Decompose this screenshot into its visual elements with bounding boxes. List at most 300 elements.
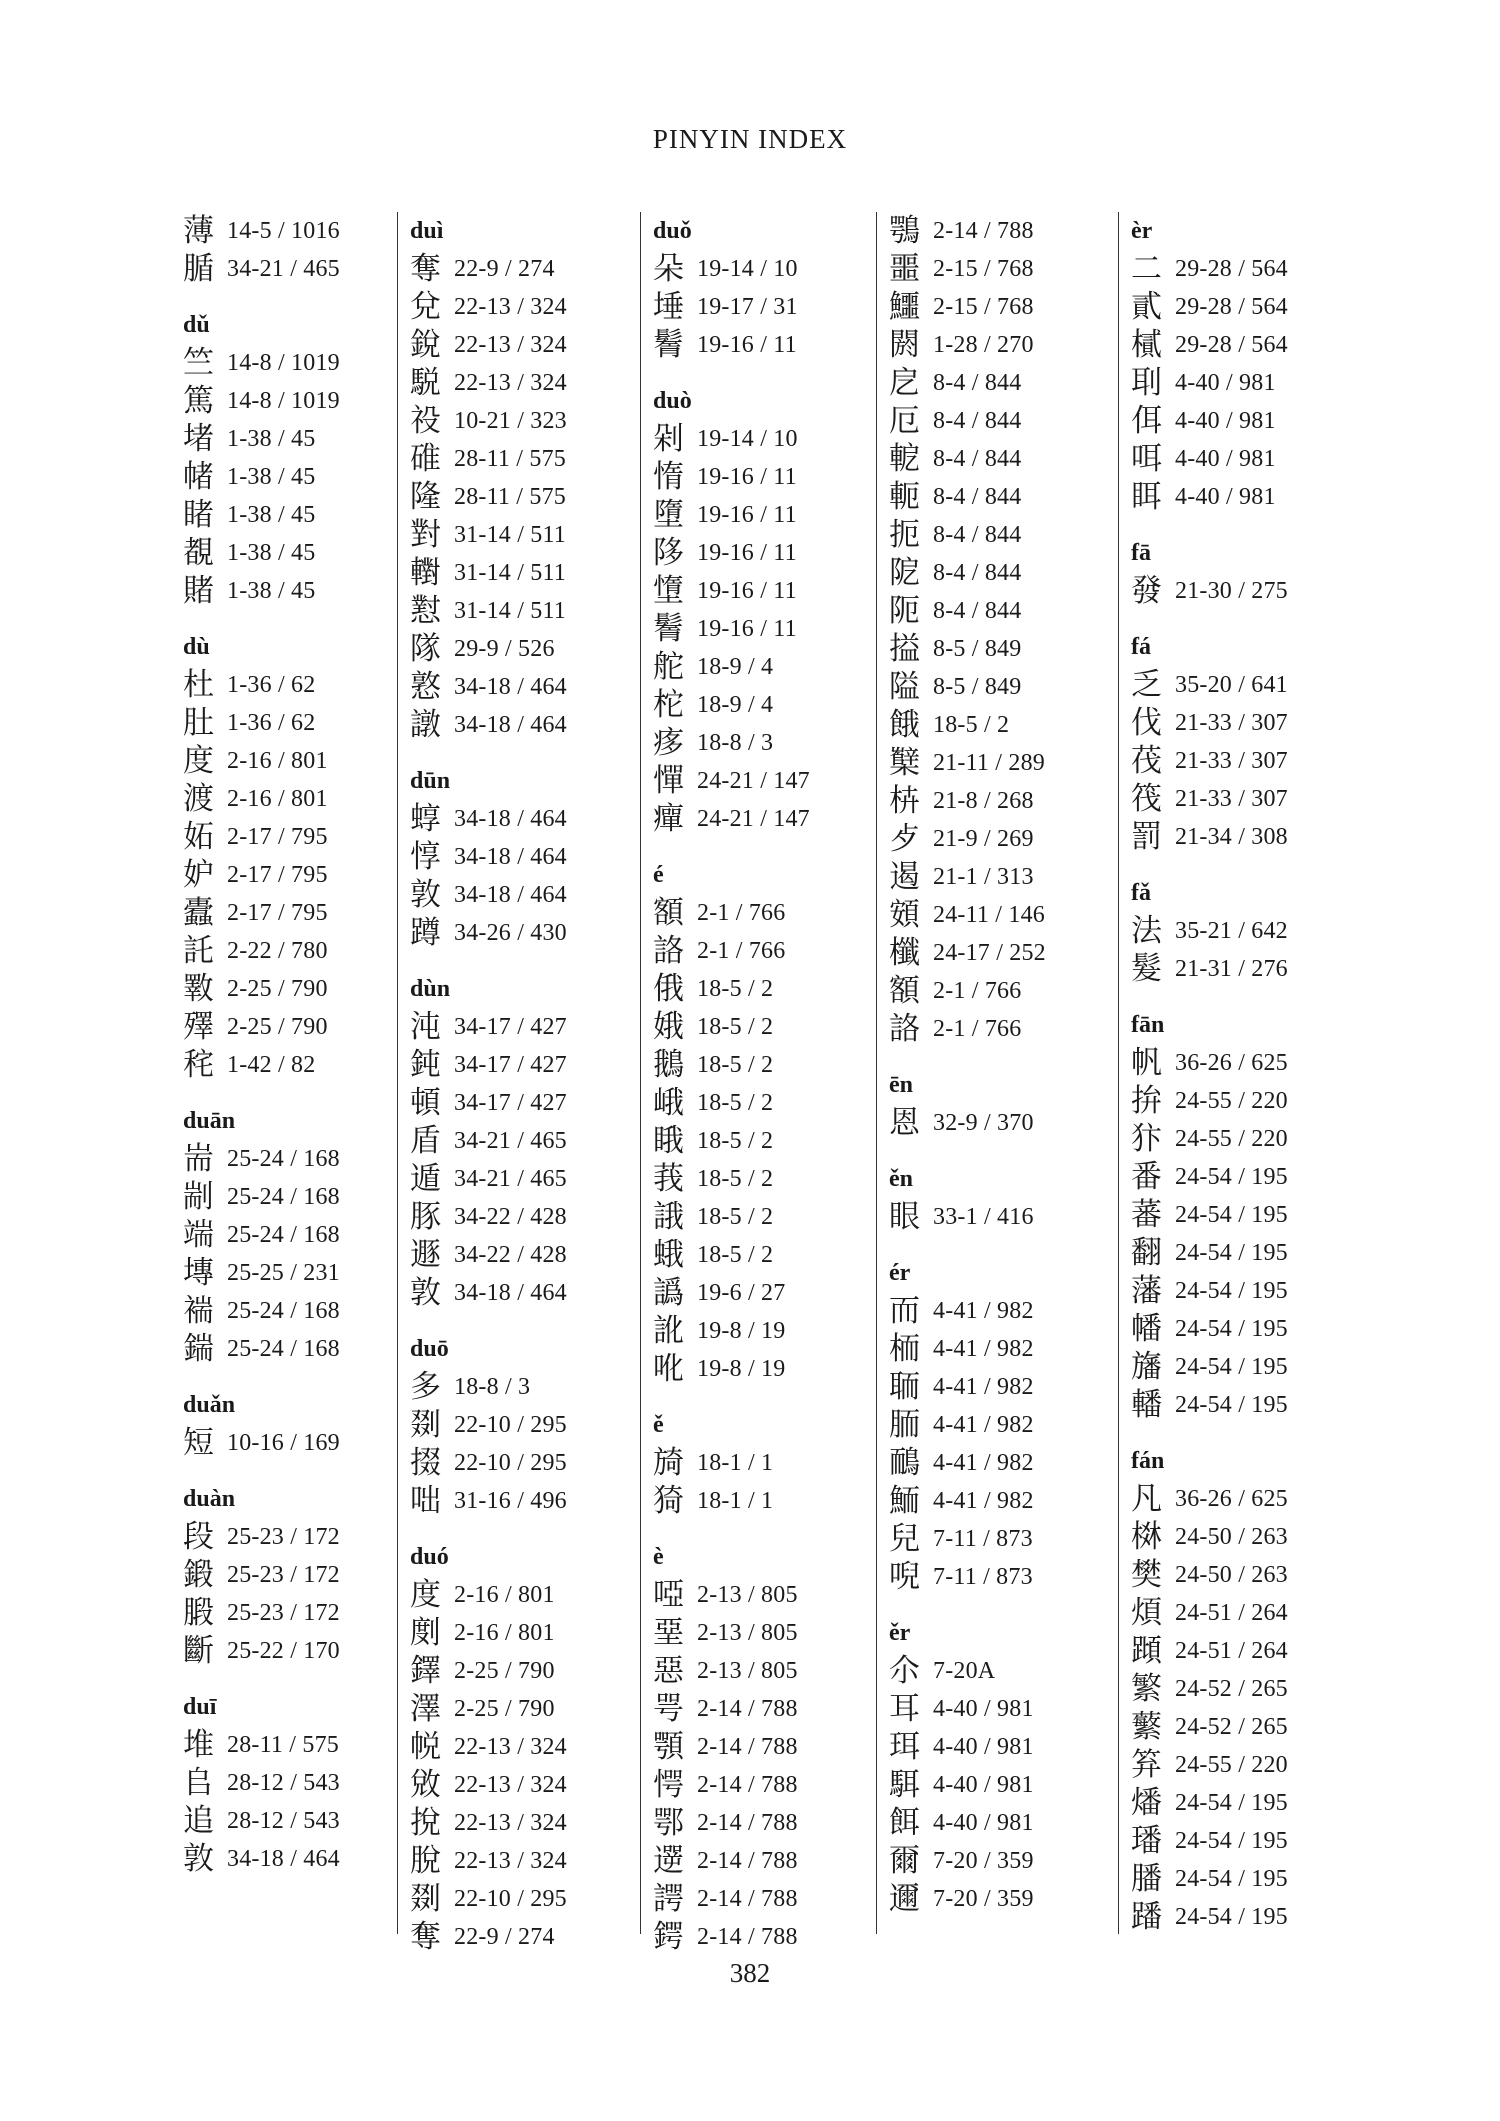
reference: 24-51 / 264	[1175, 1600, 1288, 1626]
character: 拚	[1131, 1083, 1162, 1119]
character: 燔	[1131, 1785, 1162, 1821]
character: 鵝	[653, 1047, 684, 1083]
character: 阸	[889, 555, 920, 591]
index-entry	[653, 724, 875, 762]
character: 𠂤	[183, 1765, 214, 1801]
reference: 2-14 / 788	[697, 1772, 798, 1798]
section-gap	[889, 1142, 1111, 1160]
index-entry	[1131, 288, 1353, 326]
pinyin-heading: duàn	[183, 1486, 236, 1512]
character: 惰	[653, 459, 684, 495]
index-entry	[1131, 818, 1353, 856]
section-gap	[410, 1312, 632, 1330]
character: 凡	[1131, 1481, 1162, 1517]
character: 段	[183, 1519, 214, 1555]
section-gap	[1131, 856, 1353, 874]
reference: 19-8 / 19	[697, 1318, 786, 1344]
reference: 34-21 / 465	[454, 1166, 567, 1192]
character: 胹	[889, 1407, 920, 1443]
character: 祋	[410, 403, 441, 439]
reference: 21-8 / 268	[933, 788, 1034, 814]
reference: 18-9 / 4	[697, 692, 774, 718]
character: 吪	[653, 1351, 684, 1387]
index-entry	[1131, 1518, 1353, 1556]
index-entry	[1131, 1898, 1353, 1936]
index-entry	[889, 1444, 1111, 1482]
index-column-4	[876, 212, 1111, 1934]
reference: 25-24 / 168	[227, 1222, 340, 1248]
character: 妒	[183, 857, 214, 893]
pinyin-heading: è	[653, 1544, 664, 1570]
character: 繁	[1131, 1671, 1162, 1707]
character: 篤	[183, 383, 214, 419]
reference: 29-28 / 564	[1175, 332, 1288, 358]
reference: 4-41 / 982	[933, 1298, 1034, 1324]
reference: 2-14 / 788	[697, 1924, 798, 1950]
pinyin-heading: fá	[1131, 634, 1151, 660]
reference: 24-54 / 195	[1175, 1866, 1288, 1892]
character: 枿	[889, 783, 920, 819]
index-entry	[1131, 1708, 1353, 1746]
character: 閼	[889, 327, 920, 363]
character: 鈍	[410, 1047, 441, 1083]
character: 軶	[889, 441, 920, 477]
reference: 8-5 / 849	[933, 674, 1022, 700]
index-entry	[183, 894, 383, 932]
index-entry	[653, 458, 875, 496]
index-entry	[653, 1236, 875, 1274]
reference: 2-14 / 788	[933, 218, 1034, 244]
index-entry	[653, 1046, 875, 1084]
character: 蛾	[653, 1237, 684, 1273]
index-entry	[183, 1518, 383, 1556]
index-entry	[183, 1046, 383, 1084]
index-entry	[653, 288, 875, 326]
reference: 22-13 / 324	[454, 1810, 567, 1836]
reference: 25-23 / 172	[227, 1562, 340, 1588]
reference: 34-18 / 464	[454, 712, 567, 738]
character: 鍔	[653, 1919, 684, 1955]
reference: 7-20 / 359	[933, 1848, 1034, 1874]
section-gap	[183, 610, 383, 628]
reference: 2-14 / 788	[697, 1886, 798, 1912]
section-gap	[183, 1368, 383, 1386]
index-column-2	[397, 212, 632, 1955]
index-entry	[183, 496, 383, 534]
reference: 22-13 / 324	[454, 1734, 567, 1760]
index-entry	[653, 420, 875, 458]
pinyin-heading: dùn	[410, 976, 451, 1002]
reference: 22-10 / 295	[454, 1886, 567, 1912]
character: 鬌	[653, 611, 684, 647]
reference: 22-9 / 274	[454, 1924, 555, 1950]
reference: 22-13 / 324	[454, 294, 567, 320]
character: 詻	[653, 933, 684, 969]
reference: 34-26 / 430	[454, 920, 567, 946]
index-entry	[889, 288, 1111, 326]
character: 託	[183, 933, 214, 969]
character: 諤	[653, 1881, 684, 1917]
character: 聏	[889, 1369, 920, 1405]
index-entry	[653, 1350, 875, 1388]
index-entry	[1131, 250, 1353, 288]
character: 番	[1131, 1159, 1162, 1195]
index-entry	[410, 876, 632, 914]
character: 鬌	[653, 327, 684, 363]
index-entry	[889, 1198, 1111, 1236]
index-entry	[410, 1046, 632, 1084]
reference: 32-9 / 370	[933, 1110, 1034, 1136]
index-entry	[410, 364, 632, 402]
character: 殬	[183, 1009, 214, 1045]
reference: 24-54 / 195	[1175, 1904, 1288, 1930]
reference: 18-8 / 3	[697, 730, 774, 756]
reference: 8-4 / 844	[933, 522, 1022, 548]
character: 幡	[1131, 1311, 1162, 1347]
index-entry	[1131, 440, 1353, 478]
reference: 34-18 / 464	[454, 806, 567, 832]
index-entry	[183, 344, 383, 382]
character: 頓	[410, 1085, 441, 1121]
index-entry	[653, 1576, 875, 1614]
character: 遏	[889, 859, 920, 895]
character: 法	[1131, 913, 1162, 949]
reference: 4-40 / 981	[1175, 408, 1276, 434]
reference: 18-8 / 3	[454, 1374, 531, 1400]
reference: 22-10 / 295	[454, 1412, 567, 1438]
index-entry	[183, 780, 383, 818]
index-entry	[410, 1008, 632, 1046]
character: 笲	[1131, 1747, 1162, 1783]
reference: 24-21 / 147	[697, 768, 810, 794]
index-entry	[1131, 1158, 1353, 1196]
index-entry	[410, 1652, 632, 1690]
pinyin-heading: duò	[653, 388, 692, 414]
reference: 22-13 / 324	[454, 1772, 567, 1798]
reference: 18-9 / 4	[697, 654, 774, 680]
character: 耳	[889, 1691, 920, 1727]
character: 兌	[410, 289, 441, 325]
index-entry	[653, 496, 875, 534]
index-entry	[889, 1520, 1111, 1558]
index-entry	[410, 288, 632, 326]
reference: 24-55 / 220	[1175, 1126, 1288, 1152]
index-entry	[889, 820, 1111, 858]
character: 對	[410, 517, 441, 553]
character: 轛	[410, 555, 441, 591]
reference: 21-30 / 275	[1175, 578, 1288, 604]
character: 剫	[410, 1615, 441, 1651]
reference: 2-14 / 788	[697, 1848, 798, 1874]
index-entry	[410, 402, 632, 440]
character: 薄	[183, 213, 214, 249]
index-entry	[183, 1726, 383, 1764]
index-entry	[183, 704, 383, 742]
index-entry	[183, 1840, 383, 1878]
index-entry	[1131, 1120, 1353, 1158]
character: 癉	[653, 801, 684, 837]
character: 珥	[889, 1729, 920, 1765]
index-entry	[889, 364, 1111, 402]
index-entry	[410, 516, 632, 554]
character: 睹	[183, 497, 214, 533]
reference: 22-13 / 324	[454, 1848, 567, 1874]
character: 伐	[1131, 705, 1162, 741]
index-entry	[410, 1918, 632, 1956]
reference: 31-14 / 511	[454, 560, 566, 586]
character: 斷	[183, 1633, 214, 1669]
character: 恩	[889, 1105, 920, 1141]
reference: 28-12 / 543	[227, 1770, 340, 1796]
character: 堵	[183, 421, 214, 457]
reference: 4-40 / 981	[933, 1810, 1034, 1836]
reference: 2-16 / 801	[454, 1620, 555, 1646]
index-entry	[653, 1482, 875, 1520]
character: 邇	[889, 1881, 920, 1917]
character: 遻	[653, 1843, 684, 1879]
character: 爾	[889, 1843, 920, 1879]
character: 而	[889, 1293, 920, 1329]
character: 剟	[410, 1407, 441, 1443]
pinyin-heading: duǒ	[653, 218, 692, 244]
character: 厄	[889, 403, 920, 439]
pinyin-heading: ér	[889, 1260, 911, 1286]
reference: 18-5 / 2	[697, 1204, 774, 1230]
reference: 2-25 / 790	[454, 1658, 555, 1684]
character: 舵	[653, 649, 684, 685]
index-entry	[410, 1880, 632, 1918]
character: 豚	[410, 1199, 441, 1235]
character: 翻	[1131, 1235, 1162, 1271]
character: 餌	[889, 1805, 920, 1841]
index-entry	[889, 1368, 1111, 1406]
reference: 10-16 / 169	[227, 1430, 340, 1456]
index-entry	[1131, 1480, 1353, 1518]
index-entry	[183, 1424, 383, 1462]
index-entry	[410, 1274, 632, 1312]
character: 朵	[653, 251, 684, 287]
reference: 8-4 / 844	[933, 446, 1022, 472]
reference: 24-54 / 195	[1175, 1240, 1288, 1266]
character: 乏	[1131, 667, 1162, 703]
reference: 31-14 / 511	[454, 598, 566, 624]
index-entry	[1131, 1386, 1353, 1424]
index-entry	[183, 572, 383, 610]
reference: 28-12 / 543	[227, 1808, 340, 1834]
index-entry	[889, 1766, 1111, 1804]
index-entry	[653, 1652, 875, 1690]
character: 額	[889, 973, 920, 1009]
reference: 19-6 / 27	[697, 1280, 786, 1306]
character: 頞	[889, 897, 920, 933]
character: 堊	[653, 1615, 684, 1651]
character: 遯	[410, 1237, 441, 1273]
index-entry	[653, 1690, 875, 1728]
reference: 19-16 / 11	[697, 616, 797, 642]
character: 鶚	[889, 213, 920, 249]
character: 敓	[410, 1767, 441, 1803]
index-entry	[653, 1008, 875, 1046]
character: 娥	[653, 1009, 684, 1045]
character: 璠	[1131, 1823, 1162, 1859]
reference: 2-22 / 780	[227, 938, 328, 964]
index-entry	[889, 630, 1111, 668]
character: 追	[183, 1803, 214, 1839]
character: 駾	[410, 365, 441, 401]
index-entry	[410, 800, 632, 838]
character: 懟	[410, 593, 441, 629]
character: 腯	[183, 251, 214, 287]
character: 帨	[410, 1729, 441, 1765]
index-entry	[183, 1140, 383, 1178]
character: 墯	[653, 573, 684, 609]
index-entry	[410, 478, 632, 516]
character: 旑	[653, 1445, 684, 1481]
section-gap	[653, 1520, 875, 1538]
pinyin-heading: dù	[183, 634, 210, 660]
character: 剬	[183, 1179, 214, 1215]
index-entry	[1131, 780, 1353, 818]
character: 莪	[653, 1161, 684, 1197]
reference: 2-25 / 790	[227, 976, 328, 1002]
pinyin-heading: èr	[1131, 218, 1153, 244]
index-entry	[889, 440, 1111, 478]
index-entry	[1131, 1594, 1353, 1632]
index-entry	[410, 250, 632, 288]
index-entry	[889, 1880, 1111, 1918]
index-entry	[653, 970, 875, 1008]
index-entry	[889, 1292, 1111, 1330]
reference: 19-14 / 10	[697, 256, 798, 282]
character: 愕	[653, 1767, 684, 1803]
pinyin-heading: ě	[653, 1412, 664, 1438]
character: 扼	[889, 517, 920, 553]
character: 鐸	[410, 1653, 441, 1689]
reference: 29-9 / 526	[454, 636, 555, 662]
pinyin-heading: fān	[1131, 1012, 1165, 1038]
index-entry	[410, 914, 632, 952]
reference: 22-13 / 324	[454, 370, 567, 396]
index-entry	[183, 1008, 383, 1046]
character: 犿	[1131, 1121, 1162, 1157]
reference: 4-41 / 982	[933, 1488, 1034, 1514]
index-entry	[653, 572, 875, 610]
reference: 4-40 / 981	[1175, 484, 1276, 510]
reference: 24-55 / 220	[1175, 1088, 1288, 1114]
character: 誐	[653, 1199, 684, 1235]
reference: 1-38 / 45	[227, 464, 316, 490]
reference: 24-54 / 195	[1175, 1278, 1288, 1304]
reference: 24-54 / 195	[1175, 1828, 1288, 1854]
index-entry	[183, 1178, 383, 1216]
index-entry	[653, 686, 875, 724]
reference: 14-8 / 1019	[227, 388, 340, 414]
character: 斁	[183, 971, 214, 1007]
index-entry	[653, 534, 875, 572]
index-entry	[653, 1918, 875, 1956]
index-entry	[410, 1576, 632, 1614]
section-gap	[1131, 988, 1353, 1006]
index-entry	[889, 592, 1111, 630]
reference: 1-36 / 62	[227, 710, 316, 736]
index-entry	[410, 1122, 632, 1160]
character: 譌	[653, 1275, 684, 1311]
index-entry	[889, 1728, 1111, 1766]
reference: 33-1 / 416	[933, 1204, 1034, 1230]
character: 咢	[653, 1691, 684, 1727]
index-entry	[410, 1842, 632, 1880]
reference: 10-21 / 323	[454, 408, 567, 434]
reference: 2-1 / 766	[697, 900, 786, 926]
index-entry	[183, 420, 383, 458]
character: 旛	[1131, 1349, 1162, 1385]
character: 茷	[1131, 743, 1162, 779]
section-gap	[653, 1388, 875, 1406]
index-entry	[410, 1690, 632, 1728]
index-entry	[653, 1122, 875, 1160]
index-entry	[889, 516, 1111, 554]
reference: 7-20A	[933, 1658, 996, 1684]
index-entry	[653, 250, 875, 288]
character: 盾	[410, 1123, 441, 1159]
reference: 2-15 / 768	[933, 256, 1034, 282]
reference: 19-16 / 11	[697, 464, 797, 490]
character: 佴	[1131, 403, 1162, 439]
character: 剁	[653, 421, 684, 457]
index-entry	[183, 1594, 383, 1632]
character: 端	[183, 1217, 214, 1253]
character: 惇	[410, 839, 441, 875]
reference: 18-5 / 2	[697, 1242, 774, 1268]
index-entry	[1131, 364, 1353, 402]
index-entry	[889, 1804, 1111, 1842]
reference: 8-4 / 844	[933, 408, 1022, 434]
reference: 24-54 / 195	[1175, 1316, 1288, 1342]
index-entry	[889, 972, 1111, 1010]
reference: 25-24 / 168	[227, 1298, 340, 1324]
reference: 2-14 / 788	[697, 1810, 798, 1836]
reference: 22-10 / 295	[454, 1450, 567, 1476]
reference: 34-17 / 427	[454, 1014, 567, 1040]
index-entry	[889, 250, 1111, 288]
index-entry	[1131, 1556, 1353, 1594]
character: 沌	[410, 1009, 441, 1045]
reference: 4-41 / 982	[933, 1450, 1034, 1476]
reference: 8-4 / 844	[933, 370, 1022, 396]
character: 訛	[653, 1313, 684, 1349]
index-entry	[1131, 1082, 1353, 1120]
index-entry	[1131, 572, 1353, 610]
reference: 24-50 / 263	[1175, 1524, 1288, 1550]
character: 額	[653, 895, 684, 931]
reference: 28-11 / 575	[227, 1732, 339, 1758]
index-entry	[653, 1766, 875, 1804]
reference: 24-21 / 147	[697, 806, 810, 832]
index-entry	[1131, 742, 1353, 780]
reference: 4-40 / 981	[933, 1696, 1034, 1722]
index-entry	[183, 1802, 383, 1840]
character: 碓	[410, 441, 441, 477]
index-entry	[889, 554, 1111, 592]
character: 腶	[183, 1595, 214, 1631]
reference: 8-4 / 844	[933, 484, 1022, 510]
character: 隘	[889, 669, 920, 705]
section-gap	[183, 288, 383, 306]
index-entry	[183, 534, 383, 572]
reference: 24-54 / 195	[1175, 1392, 1288, 1418]
character: 塼	[183, 1255, 214, 1291]
character: 賭	[183, 573, 214, 609]
